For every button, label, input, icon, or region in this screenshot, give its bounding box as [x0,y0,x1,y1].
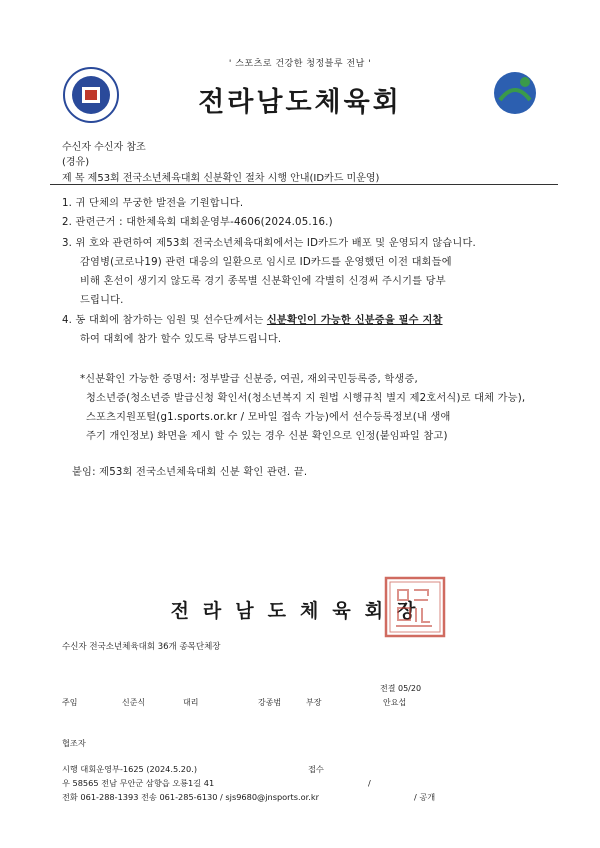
body-item-3-line-1: 3. 위 호와 관련하여 제53회 전국소년체육대회에서는 ID카드가 배포 및 운영되지 않습니다. [62,238,476,249]
note-line-4: 주기 개인정보) 화면을 제시 할 수 있는 경우 신분 확인으로 인정(붙임파일 참고) [86,431,448,442]
note-line-2: 청소년증(청소년증 발급신청 확인서(청소년복지 지 원법 시행규칙 별지 제2호서식)로 대체 가능), [86,393,526,404]
address-separator: / [368,778,371,788]
note-line-1: *신분확인 가능한 증명서: 정부발급 신분증, 여권, 재외국민등록증, 학생증, [80,374,418,385]
recipients-line: 수신자 전국소년체육대회 36개 종목단체장 [62,642,221,652]
approval-date-note: 전결 05/20 [380,684,422,693]
body-item-4-line-2: 하여 대회에 참가 할수 있도록 당부드립니다. [80,334,282,345]
approval-role-4: 부장 [306,698,322,707]
body-item-3-line-3: 비해 혼선이 생기지 않도록 경기 종목별 신분확인에 각별히 신경써 주시기를 당부 [80,276,446,287]
receipt-label: 접수 [308,764,324,774]
body-item-1: 1. 귀 단체의 무궁한 발전을 기원합니다. [62,198,244,209]
body-item-4-emphasis: 신분확인이 가능한 신분증을 필수 지참 [266,315,443,326]
body-item-3-line-4: 드립니다. [80,295,124,306]
doc-number: 시행 대회운영부-1625 (2024.5.20.) [62,764,198,774]
contact-line: 전화 061-288-1393 전송 061-285-6130 / sjs9680@jnsports.or.kr [62,792,319,802]
disclosure-label: / 공개 [414,792,436,802]
via-line: (경유) [62,157,90,168]
official-seal-stamp [384,576,446,638]
approval-role-3: 강종범 [258,698,282,707]
attachment-line: 붙임: 제53회 전국소년체육대회 신분 확인 관련. 끝. [72,467,308,478]
cooperator-label: 협조자 [62,738,86,748]
approval-role-2: 대리 [183,698,199,707]
organization-title: 전라남도체육회 [198,87,402,118]
body-item-4-text: 4. 동 대회에 참가하는 임원 및 선수단께서는 [62,315,267,326]
clean-blue-logo [492,70,538,116]
body-item-4-line-1 [62,311,443,326]
approval-role-0: 주임 [62,698,78,707]
subject-line: 제 목 제53회 전국소년체육대회 신분확인 절차 시행 안내(ID카드 미운영) [62,173,380,184]
body-item-3-line-2: 감염병(코로나19) 관련 대응의 일환으로 임시로 ID카드를 운영했던 이전 대회들에 [80,257,452,268]
sender-signature: 전라남도체육회장 [170,600,430,622]
body-item-2: 2. 관련근거 : 대한체육회 대회운영부-4606(2024.05.16.) [62,217,333,228]
header-divider [50,184,558,185]
note-line-3: 스포츠지원포털(g1.sports.or.kr / 모바일 접속 가능)에서 선수등록정보(내 생애 [86,412,451,423]
approval-role-1: 신준식 [122,698,146,707]
recipient-line: 수신자 수신자 참조 [62,142,146,153]
address-line: 우 58565 전남 무안군 삼향읍 오룡1길 41 [62,778,215,788]
approval-role-5: 안요섭 [383,698,407,707]
slogan: ' 스포츠로 건강한 청정블루 전남 ' [228,59,372,69]
